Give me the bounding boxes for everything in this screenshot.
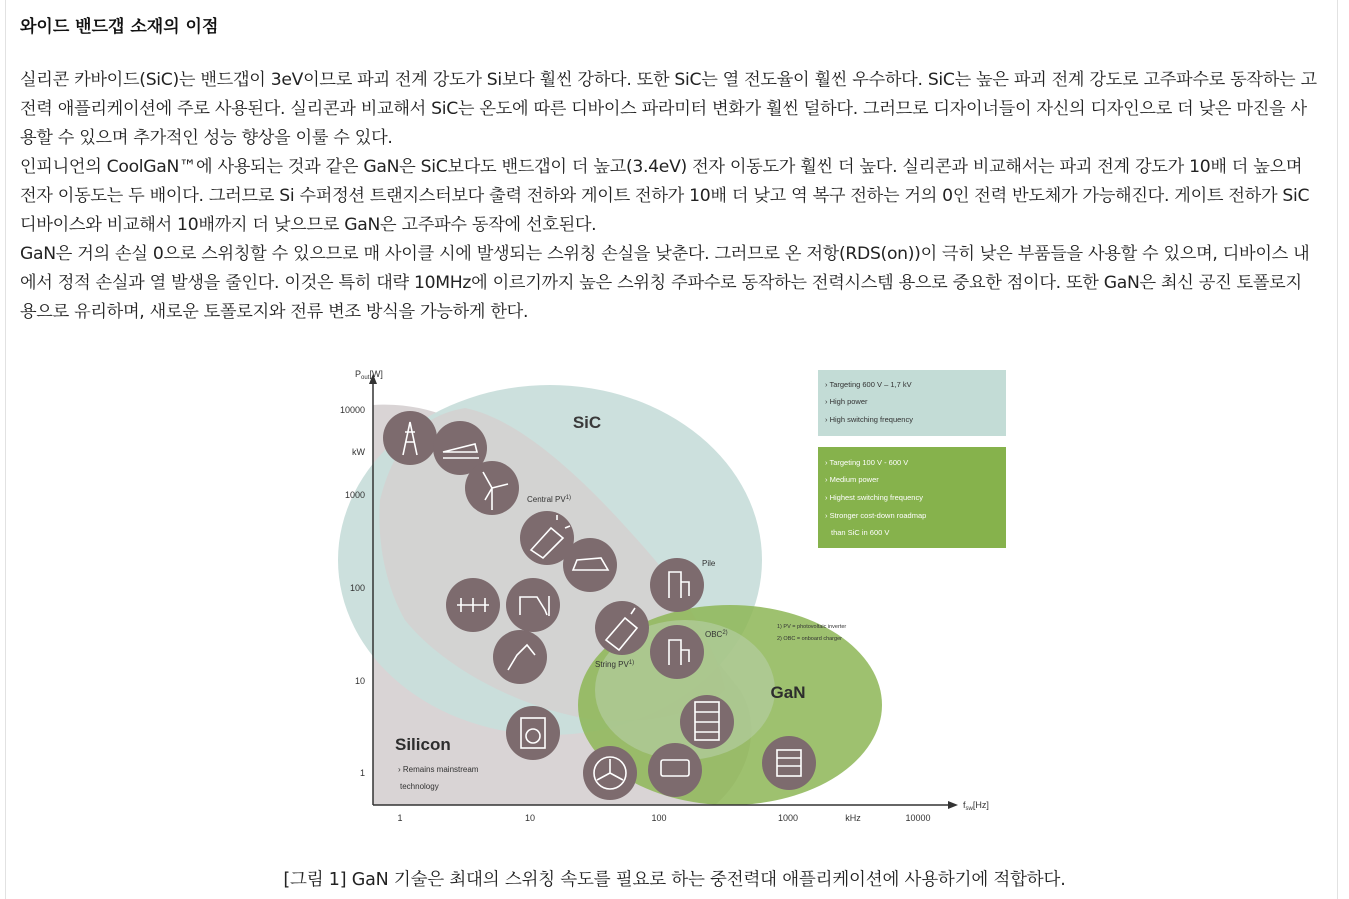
gan-box-line-4: › Stronger cost-down roadmap (825, 511, 927, 520)
sic-label: SiC (572, 413, 602, 432)
silicon-note-2: technology (400, 782, 439, 791)
x-tick-100: 100 (651, 813, 667, 823)
silicon-note-1: › Remains mainstream (398, 765, 479, 774)
x-tick-1: 1 (397, 813, 403, 823)
y-tick-10: 10 (354, 676, 365, 686)
charging-pile-icon (650, 558, 704, 612)
y-tick-1000: 1000 (344, 490, 365, 500)
gan-box-line-1: › Targeting 100 V - 600 V (825, 458, 909, 467)
x-axis-label: $f_{sw}[Hz]$ (963, 800, 989, 812)
article-body (20, 66, 1320, 327)
robot-arm-icon (493, 630, 547, 684)
y-axis-label: $P_{out}[W]$ (355, 369, 383, 381)
forklift-icon (506, 578, 560, 632)
sic-box-line-3: › High switching frequency (825, 415, 913, 424)
figure-diagram (325, 360, 1025, 840)
y-tick-10000: 10000 (339, 405, 365, 415)
paragraph-gan-switching: GaN은 거의 손실 0으로 스위칭할 수 있으므로 매 사이클 시에 발생되는 스위칭 손실을 낮춘다. 그러므로 온 저항(RDS(on))이 극히 낮은 부품들을 사용할 수 있으며, 디바이스 내에서 정적 손실과 열 발생을 줄인다. 이것은 특히 대략 10MHz에 이르기까지 높은 스위칭 주파수로 동작하는 전력시스템 용으로 중요한 점이다. 또한 GaN은 최신 공진 토폴로지 용으로 유리하며, 새로운 토폴로지와 전류 변조 방식을 가능하게 한다. (20, 244, 1310, 322)
conveyor-glyph (457, 598, 489, 612)
footnote-pv: 1) PV = photovoltaic inverter (777, 624, 847, 630)
figure-caption: [그림 1] GaN 기술은 최대의 스위칭 속도를 필요로 하는 중전력대 애플리케이션에 사용하기에 적합하다. (283, 870, 1066, 890)
x-tick-10: 10 (524, 813, 536, 823)
gan-label: GaN (770, 683, 806, 702)
power-grid-icon (383, 411, 437, 465)
electric-car-icon (563, 538, 617, 592)
pile-label: Pile (702, 559, 716, 568)
paragraph-sic: 실리콘 카바이드(SiC)는 밴드갭이 3eV이므로 파괴 전계 강도가 Si보다 훨씬 강하다. 또한 SiC는 열 전도율이 훨씬 우수하다. SiC는 높은 파괴 전계 강도로 고주파수로 동작하는 고전력 애플리케이션에 주로 사용된다. 실리콘과 비교해서 SiC는 온도에 따른 디바이스 파라미터 변화가 훨씬 덜하다. 그러므로 디자이너들이 자신의 디자인으로 더 낮은 마진을 사용할 수 있으며 추가적인 성능 향상을 이룰 수 있다. (20, 70, 1317, 148)
y-tick-1: 1 (359, 768, 365, 778)
footnote-obc: 2) OBC = onboard charger (777, 636, 842, 642)
string-pv-label: String PV$^{1)}$ (595, 660, 635, 669)
x-tick-1000: 1000 (777, 813, 799, 823)
gan-box-line-2: › Medium power (825, 475, 879, 484)
figure-1 (325, 360, 1025, 840)
x-tick-khz: kHz (845, 813, 861, 823)
section-heading: 와이드 밴드갭 소재의 이점 (20, 17, 219, 37)
gan-box-line-5: than SiC in 600 V (831, 528, 890, 537)
x-tick-10000: 10000 (905, 813, 931, 823)
onboard-charger-icon (650, 625, 704, 679)
sic-box-line-1: › Targeting 600 V – 1,7 kV (825, 380, 912, 389)
silicon-label: Silicon (395, 735, 451, 754)
obc-label: OBC$^{2)}$ (705, 630, 728, 639)
y-tick-100: 100 (349, 583, 365, 593)
paragraph-gan-mobility: 인피니언의 CoolGaN™에 사용되는 것과 같은 GaN은 SiC보다도 밴드갭이 더 높고(3.4eV) 전자 이동도가 훨씬 더 높다. 실리콘과 비교해서는 파괴 전계 강도가 10배 더 높으며 전자 이동도는 두 배이다. 그러므로 Si 수퍼정션 트랜지스터보다 출력 전하와 게이트 전하가 10배 더 낮고 역 복구 전하는 거의 0인 전력 반도체가 가능해진다. 게이트 전하가 SiC 디바이스와 비교해서 10배까지 더 낮으므로 GaN은 고주파수 동작에 선호된다. (20, 157, 1310, 235)
central-pv-label: Central PV$^{1)}$ (527, 495, 572, 504)
y-tick-kw: kW (352, 447, 365, 457)
telecom-rack-icon (762, 736, 816, 790)
x-axis-arrow (948, 801, 958, 809)
washing-machine-icon (506, 706, 560, 760)
sic-box-line-2: › High power (825, 397, 868, 406)
gan-box-line-3: › Highest switching frequency (825, 493, 923, 502)
air-conditioner-icon (648, 743, 702, 797)
